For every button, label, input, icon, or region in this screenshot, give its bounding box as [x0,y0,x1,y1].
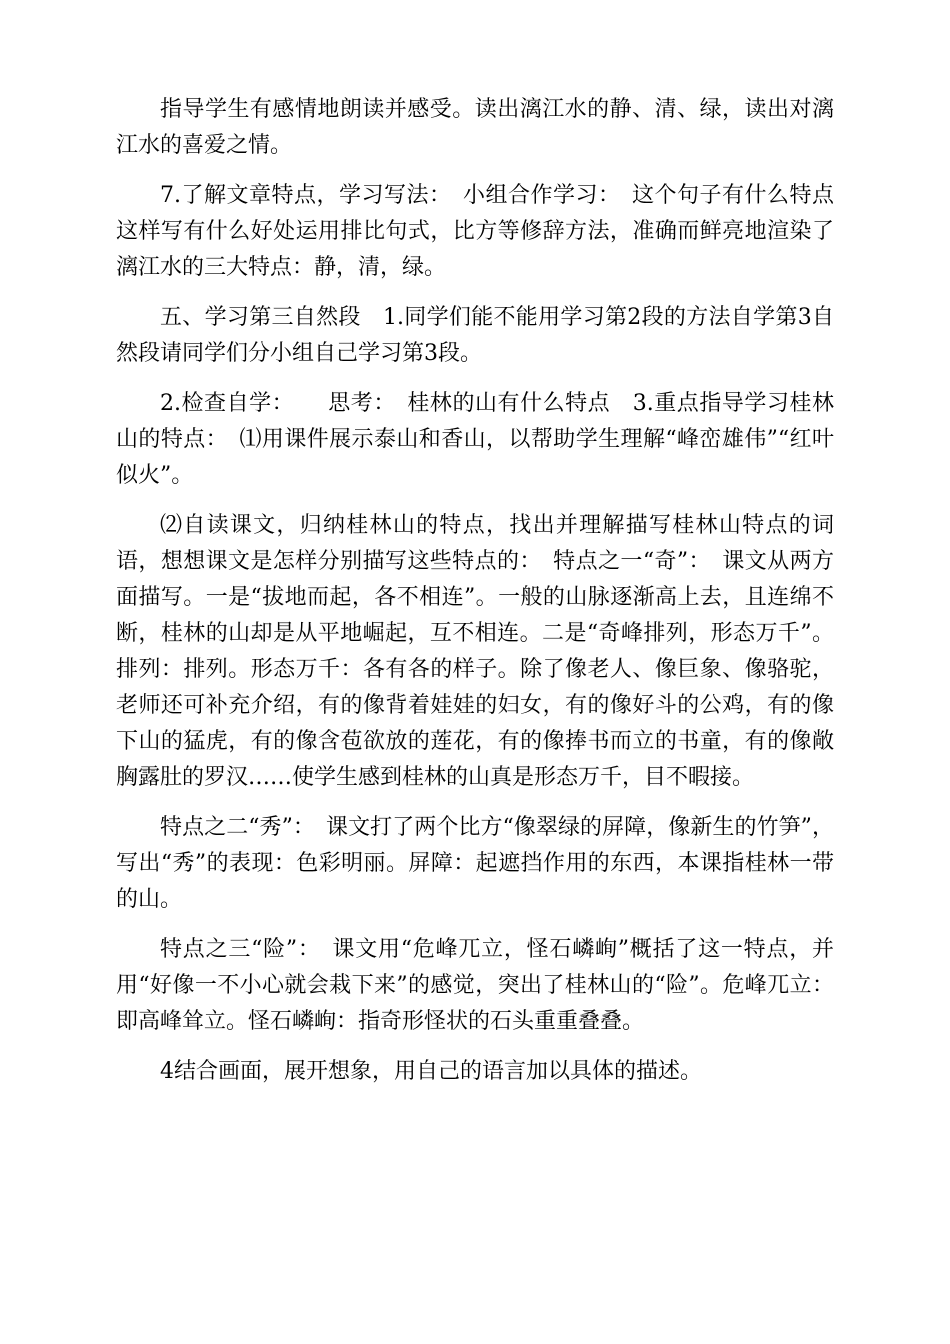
paragraph-feature-xian: 特点之三“险”： 课文用“危峰兀立，怪石嶙峋”概括了这一特点，并用“好像一不小心就会栽下来”的感觉，突出了桂林山的“险”。危峰兀立：即高峰耸立。怪石嶙峋：指奇形怪状的石头重重叠叠。 [116,937,834,1034]
paragraph-reading-guidance: 指导学生有感情地朗读并感受。读出漓江水的静、清、绿，读出对漓江水的喜爱之情。 [116,97,834,158]
paragraph-feature-qi: ⑵自读课文，归纳桂林山的特点，找出并理解描写桂林山特点的词语，想想课文是怎样分别描写这些特点的： 特点之一“奇”： 课文从两方面描写。一是“拔地而起，各不相连”。一般的山脉逐渐高上去，且连绵不断，桂林的山却是从平地崛起，互不相连。二是“奇峰排列，形态万千”。排列：排列。形态万千：各有各的样子。除了像老人、像巨象、像骆驼，老师还可补充介绍，有的像背着娃娃的妇女，有的像好斗的公鸡，有的像下山的猛虎，有的像含苞欲放的莲花，有的像捧书而立的书童，有的像敞胸露肚的罗汉……使学生感到桂林的山真是形态万千，目不暇接。 [116,513,834,790]
paragraph-feature-xiu: 特点之二“秀”： 课文打了两个比方“像翠绿的屏障，像新生的竹笋”，写出“秀”的表现：色彩明丽。屏障：起遮挡作用的东西，本课指桂林一带的山。 [116,815,834,912]
paragraph-writing-features: 7.了解文章特点，学习写法： 小组合作学习： 这个句子有什么特点这样写有什么好处运用排比句式，比方等修辞方法，准确而鲜亮地渲染了漓江水的三大特点：静，清，绿。 [116,183,834,280]
paragraph-third-section: 五、学习第三自然段 1.同学们能不能用学习第2段的方法自学第3自然段请同学们分小组自己学习第3段。 [116,305,834,366]
paragraph-imagination: 4结合画面，展开想象，用自己的语言加以具体的描述。 [160,1059,702,1084]
document-page [116,92,834,1104]
paragraph-self-study-check: 2.检查自学： 思考： 桂林的山有什么特点 3.重点指导学习桂林山的特点： ⑴用课件展示泰山和香山，以帮助学生理解“峰峦雄伟”“红叶似火”。 [116,391,834,488]
